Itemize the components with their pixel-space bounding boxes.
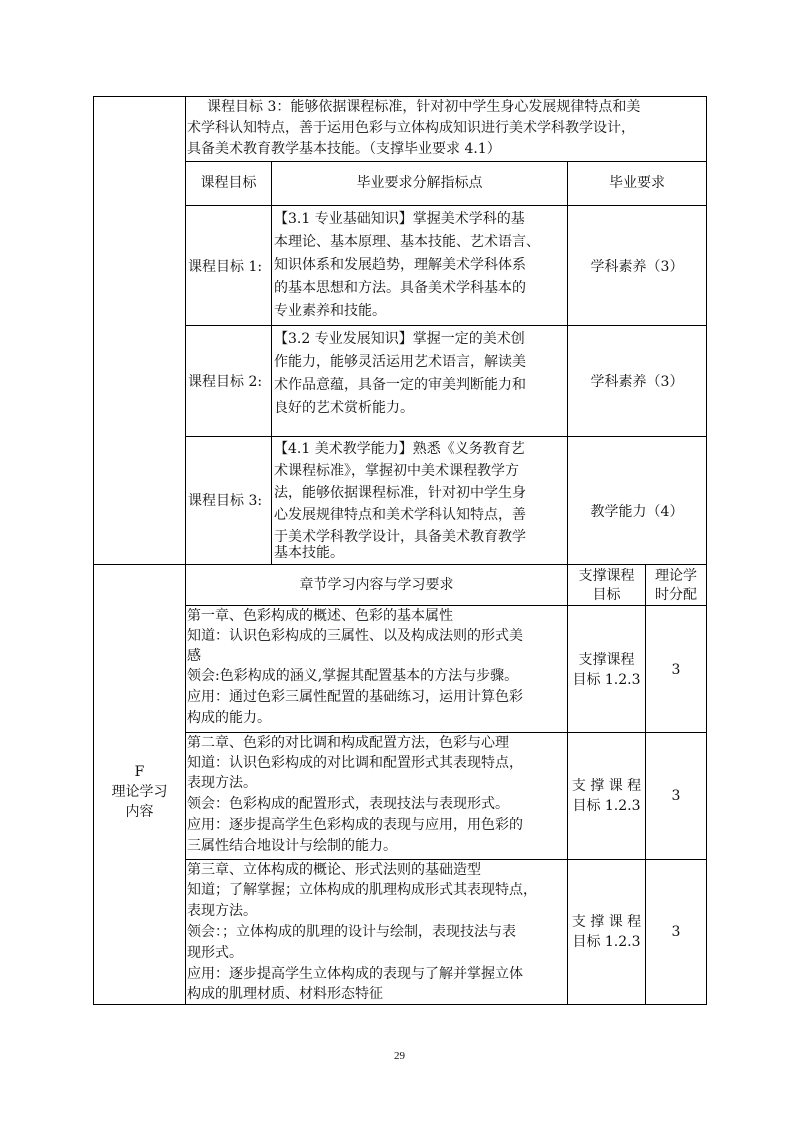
chapter-line: 构成的能力。 [187,710,271,726]
intro-line: 术学科认知特点，善于运用色彩与立体构成知识进行美术学科教学设计， [187,120,635,136]
chapter-hours: 3 [671,924,681,940]
indicator-line: 心发展规律特点和美术学科认知特点，善 [274,507,526,523]
table-border-right [706,96,707,1005]
chapter-line: 感 [187,648,201,664]
chapter-line: 领会:色彩构成的涵义,掌握其配置基本的方法与步骤。 [187,668,519,684]
indicator-line: 专业素养和技能。 [274,303,386,319]
chapter-line: 三属性结合地设计与绘制的能力。 [187,838,397,854]
chapter-line: 第二章、色彩的对比调和构成配置方法，色彩与心理 [187,735,509,751]
chapter-line: 知道；了解掌握；立体构成的肌理构成形式其表现特点， [187,882,537,898]
chapter-line: 构成的肌理材质、材料形态特征 [187,986,383,1002]
header-hours: 时分配 [655,587,697,603]
header-course-goal: 课程目标 [200,175,257,191]
chapter-line: 现形式。 [187,945,243,961]
goal-label: 课程目标 2: [188,374,263,390]
chapter-support: 目标 1.2.3 [572,798,641,814]
chapter-line: 领会：；立体构成的肌理的设计与绘制，表现技法与表 [187,924,516,940]
goal-label: 课程目标 3: [188,493,263,509]
indicator-line: 【4.1 美术教学能力】熟悉《义务教育艺 [274,441,525,457]
chapter-support: 支 撑 课 程 [571,778,642,794]
chapter-support: 支撑课程 [578,652,635,668]
section-label-line: F [134,764,145,780]
chapter-hours: 3 [671,662,681,678]
indicator-line: 术课程标准》，掌握初中美术课程教学方 [274,463,519,479]
chapter-line: 表现方法。 [187,903,257,919]
page-number: 29 [394,1050,405,1062]
section-label-line: 理论学习 [111,784,168,800]
rule-intro-bottom [185,161,707,162]
indicator-line: 良好的艺术赏析能力。 [274,400,414,416]
indicator-line: 作能力，能够灵活运用艺术语言，解读美 [274,354,526,370]
indicator-line: 本理论、基本原理、基本技能、艺术语言、 [274,234,540,250]
indicator-line: 知识体系和发展趋势，理解美术学科体系 [274,257,526,273]
header-chapter-content: 章节学习内容与学习要求 [299,577,454,593]
header-indicator: 毕业要求分解指标点 [356,175,483,191]
rule-label-column [185,96,186,1005]
chapter-line: 第三章、立体构成的概论、形式法则的基础造型 [187,862,481,878]
intro-line: 课程目标 3：能够依据课程标准，针对初中学生身心发展规律特点和美 [207,99,641,115]
header-support-goal: 支撑课程 [578,568,635,584]
indicator-line: 于美术学科教学设计，具备美术教育教学 [274,529,526,545]
chapter-line: 知道：认识色彩构成的对比调和配置形式其表现特点， [187,755,523,771]
header-graduation-requirement: 毕业要求 [609,175,665,191]
chapter-support: 支 撑 课 程 [571,914,642,930]
rule-mapping-col1 [271,161,272,565]
chapter-line: 领会：色彩构成的配置形式，表现技法与表现形式。 [187,796,509,812]
chapter-line: 应用：通过色彩三属性配置的基础练习，运用计算色彩 [187,689,523,705]
indicator-line: 法，能够依据课程标准，针对初中学生身 [274,485,526,501]
chapter-support: 目标 1.2.3 [572,672,641,688]
indicator-line: 术作品意蕴，具备一定的审美判断能力和 [274,377,526,393]
goal-label: 课程目标 1: [188,259,263,275]
chapter-line: 应用：逐步提高学生色彩构成的表现与应用，用色彩的 [187,817,523,833]
chapter-line: 知道：认识色彩构成的三属性、以及构成法则的形式美 [187,628,523,644]
rule-goal1-bottom [185,325,707,326]
chapter-line: 应用：逐步提高学生立体构成的表现与了解并掌握立体 [187,966,523,982]
requirement-value: 学科素养（3） [590,374,684,390]
table-border-left [93,96,94,1005]
indicator-line: 基本技能。 [274,545,344,561]
rule-goal2-bottom [185,436,707,437]
rule-mapping-header-bottom [185,205,707,206]
header-hours: 理论学 [655,568,697,584]
indicator-line: 【3.2 专业发展知识】掌握一定的美术创 [274,331,525,347]
chapter-hours: 3 [671,788,681,804]
requirement-value: 教学能力（4） [590,504,684,520]
requirement-value: 学科素养（3） [590,259,684,275]
indicator-line: 的基本思想和方法。具备美术学科基本的 [274,280,526,296]
intro-line: 具备美术教育教学基本技能。（支撑毕业要求 4.1） [187,141,501,157]
chapter-line: 第一章、色彩构成的概述、色彩的基本属性 [187,608,453,624]
section-label-line: 内容 [125,804,154,820]
indicator-line: 【3.1 专业基础知识】掌握美术学科的基 [274,211,525,227]
chapter-support: 目标 1.2.3 [572,934,641,950]
chapter-line: 表现方法。 [187,775,257,791]
header-support-goal: 目标 [592,587,621,603]
